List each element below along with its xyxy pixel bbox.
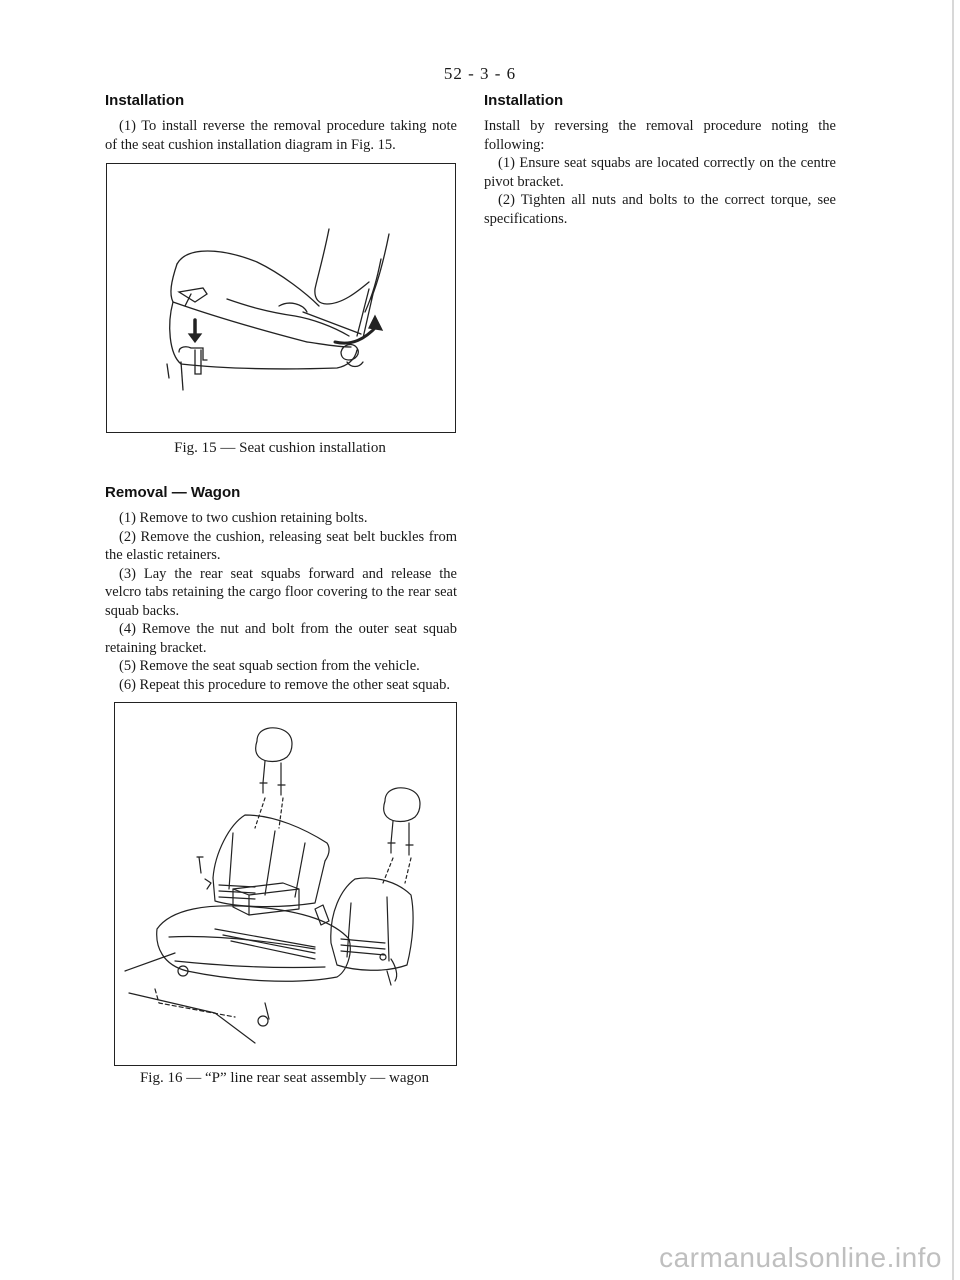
right-installation-heading: Installation xyxy=(484,92,564,109)
watermark: carmanualsonline.info xyxy=(659,1242,942,1273)
page-edge xyxy=(952,0,954,1280)
left-installation-step-1: (1) To install reverse the removal procedure taking note of the seat cushion installation diagram in Fig. 15. xyxy=(105,118,457,153)
figure-16-caption: Fig. 16 — “P” line rear seat assembly — wagon xyxy=(139,1070,430,1086)
left-installation-section xyxy=(105,92,457,154)
rear-seat-assembly-illustration xyxy=(115,703,456,1065)
right-installation-section xyxy=(484,92,836,228)
seat-cushion-installation-illustration xyxy=(107,164,455,432)
right-installation-intro: Install by reversing the removal procedure noting the following: xyxy=(484,118,836,153)
left-installation-heading: Installation xyxy=(105,92,185,109)
removal-step-1: (1) Remove to two cushion retaining bolts. xyxy=(119,510,368,526)
removal-wagon-heading: Removal — Wagon xyxy=(105,484,241,501)
removal-step-2: (2) Remove the cushion, releasing seat belt buckles from the elastic retainers. xyxy=(105,528,457,563)
removal-step-6: (6) Repeat this procedure to remove the other seat squab. xyxy=(119,676,450,693)
figure-15-frame xyxy=(106,163,456,433)
figure-15-caption: Fig. 15 — Seat cushion installation xyxy=(174,440,386,456)
removal-wagon-section xyxy=(105,484,457,694)
removal-step-3: (3) Lay the rear seat squabs forward and release the velcro tabs retaining the cargo floor covering to the rear seat squab backs. xyxy=(105,565,457,619)
right-installation-step-1: (1) Ensure seat squabs are located correctly on the centre pivot bracket. xyxy=(484,155,836,190)
page-number: 52 - 3 - 6 xyxy=(443,64,517,83)
removal-step-5: (5) Remove the seat squab section from the vehicle. xyxy=(119,658,420,674)
right-installation-step-2: (2) Tighten all nuts and bolts to the correct torque, see specifications. xyxy=(484,192,836,227)
figure-16-frame xyxy=(114,702,457,1066)
removal-step-4: (4) Remove the nut and bolt from the outer seat squab retaining bracket. xyxy=(105,621,457,656)
